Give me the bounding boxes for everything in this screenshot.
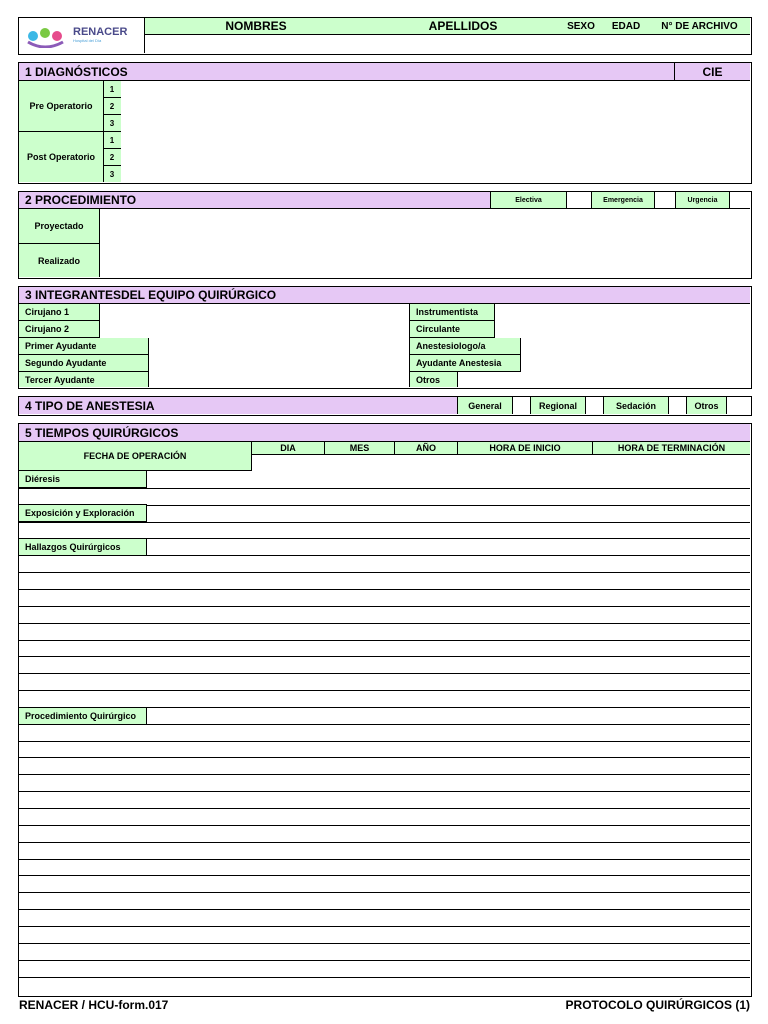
post-operatorio-label: Post Operatorio	[19, 132, 103, 182]
writing-line[interactable]	[19, 741, 750, 742]
anio-field[interactable]	[395, 455, 458, 471]
cie-pre-2-field[interactable]	[674, 98, 750, 115]
otros-anestesia-checkbox[interactable]	[726, 397, 750, 414]
procedimiento-title: 2 PROCEDIMIENTO	[19, 192, 491, 209]
sedacion-checkbox[interactable]	[668, 397, 686, 414]
writing-line[interactable]	[19, 791, 750, 792]
writing-line[interactable]	[19, 892, 750, 893]
general-checkbox[interactable]	[512, 397, 530, 414]
pre-diag-3-field[interactable]	[121, 115, 675, 132]
realizado-label: Realizado	[19, 244, 100, 277]
cie-post-3-field[interactable]	[674, 166, 750, 182]
dieresis-label: Diéresis	[19, 471, 147, 488]
writing-line[interactable]	[19, 842, 750, 843]
edad-field[interactable]	[603, 35, 650, 53]
anestesiologo-field[interactable]	[521, 338, 750, 355]
proyectado-line-2[interactable]	[100, 227, 750, 244]
apellidos-field[interactable]	[366, 35, 559, 53]
primer-ayudante-field[interactable]	[149, 338, 409, 355]
writing-line[interactable]	[19, 960, 750, 961]
writing-line[interactable]	[19, 656, 750, 657]
writing-line[interactable]	[19, 943, 750, 944]
pre-operatorio-label: Pre Operatorio	[19, 81, 103, 132]
writing-line[interactable]	[19, 606, 750, 607]
nombres-field[interactable]	[145, 35, 367, 53]
tiempos-section	[18, 423, 752, 997]
segundo-ayudante-label: Segundo Ayudante	[19, 355, 149, 372]
regional-checkbox[interactable]	[585, 397, 603, 414]
writing-line[interactable]	[19, 875, 750, 876]
realizado-line-1[interactable]	[100, 244, 750, 261]
cie-post-1-field[interactable]	[674, 132, 750, 149]
writing-line[interactable]	[19, 690, 750, 691]
writing-line[interactable]	[19, 572, 750, 573]
instrumentista-label: Instrumentista	[409, 304, 495, 321]
writing-line[interactable]	[19, 977, 750, 978]
tercer-ayudante-label: Tercer Ayudante	[19, 372, 149, 387]
cie-post-2-field[interactable]	[674, 149, 750, 166]
circulante-label: Circulante	[409, 321, 495, 338]
otros-equipo-field[interactable]	[458, 372, 750, 387]
urgencia-checkbox[interactable]	[729, 192, 750, 209]
segundo-ayudante-field[interactable]	[149, 355, 409, 372]
post-diag-2-field[interactable]	[121, 149, 675, 166]
logo-text: RENACER	[73, 26, 128, 38]
sexo-label: SEXO	[559, 18, 603, 35]
emergencia-label: Emergencia	[591, 192, 654, 209]
writing-line[interactable]	[19, 757, 750, 758]
writing-line[interactable]	[19, 673, 750, 674]
pre-num-2: 2	[103, 98, 121, 115]
writing-line[interactable]	[19, 808, 750, 809]
proyectado-line-1[interactable]	[100, 209, 750, 227]
logo-subtext: Hospital del Día	[73, 38, 102, 43]
proyectado-label: Proyectado	[19, 209, 100, 244]
post-num-1: 1	[103, 132, 121, 149]
sexo-field[interactable]	[558, 35, 603, 53]
electiva-label: Electiva	[490, 192, 566, 209]
diagnosticos-section	[18, 62, 752, 184]
dia-field[interactable]	[252, 455, 325, 471]
writing-line[interactable]	[19, 589, 750, 590]
tiempos-title: 5 TIEMPOS QUIRÚRGICOS	[19, 424, 750, 442]
general-label: General	[457, 397, 512, 414]
writing-line[interactable]	[19, 623, 750, 624]
writing-line[interactable]	[19, 859, 750, 860]
writing-line[interactable]	[19, 640, 750, 641]
fecha-operacion-label: FECHA DE OPERACIÓN	[19, 442, 252, 471]
pre-diag-1-field[interactable]	[121, 81, 675, 98]
cirujano2-label: Cirujano 2	[19, 321, 100, 338]
cie-pre-1-field[interactable]	[674, 81, 750, 98]
hora-inicio-label: HORA DE INICIO	[458, 442, 593, 455]
urgencia-label: Urgencia	[675, 192, 729, 209]
primer-ayudante-label: Primer Ayudante	[19, 338, 149, 355]
footer-form-title: PROTOCOLO QUIRÚRGICOS (1)	[565, 998, 750, 1012]
post-num-3: 3	[109, 169, 115, 179]
regional-label: Regional	[530, 397, 585, 414]
ayudante-anestesia-field[interactable]	[521, 355, 750, 372]
realizado-line-2[interactable]	[100, 261, 750, 277]
writing-line[interactable]	[19, 825, 750, 826]
writing-line[interactable]	[19, 909, 750, 910]
equipo-title: 3 INTEGRANTESDEL EQUIPO QUIRÚRGICO	[19, 287, 750, 304]
procedimiento-section	[18, 191, 752, 279]
procedimiento-quirurgico-label: Procedimiento Quirúrgico	[19, 707, 147, 725]
hora-terminacion-field[interactable]	[593, 455, 750, 471]
footer-form-code: RENACER / HCU-form.017	[19, 998, 169, 1012]
post-diag-3-field[interactable]	[121, 166, 675, 182]
writing-line[interactable]	[19, 926, 750, 927]
instrumentista-field[interactable]	[495, 304, 750, 321]
mes-field[interactable]	[325, 455, 395, 471]
otros-equipo-label: Otros	[409, 372, 458, 387]
otros-anestesia-label: Otros	[686, 397, 726, 414]
equipo-section	[18, 286, 752, 389]
hallazgos-label: Hallazgos Quirúrgicos	[19, 538, 147, 556]
post-diag-1-field[interactable]	[121, 132, 675, 149]
hora-terminacion-label: HORA DE TERMINACIÓN	[593, 442, 750, 455]
tercer-ayudante-field[interactable]	[149, 372, 409, 387]
diagnosticos-title: 1 DIAGNÓSTICOS	[19, 63, 675, 81]
edad-label: EDAD	[603, 18, 649, 35]
cirujano1-label: Cirujano 1	[19, 304, 100, 321]
pre-diag-2-field[interactable]	[121, 98, 675, 115]
archivo-field[interactable]	[649, 35, 750, 53]
cie-pre-3-field[interactable]	[674, 115, 750, 132]
nombres-label: NOMBRES	[145, 18, 367, 35]
emergencia-checkbox[interactable]	[654, 192, 675, 209]
anestesia-title: 4 TIPO DE ANESTESIA	[19, 397, 458, 414]
anestesiologo-label: Anestesiologo/a	[409, 338, 521, 355]
circulante-field[interactable]	[495, 321, 750, 338]
dia-label: DIA	[252, 442, 325, 455]
pre-num-3: 3	[103, 115, 121, 132]
cirujano2-field[interactable]	[100, 321, 409, 338]
pre-num-1: 1	[103, 81, 121, 98]
ayudante-anestesia-label: Ayudante Anestesia	[409, 355, 521, 372]
apellidos-label: APELLIDOS	[367, 18, 559, 35]
archivo-label: N° DE ARCHIVO	[649, 18, 750, 35]
exposicion-label: Exposición y Exploración	[19, 504, 147, 522]
hora-inicio-field[interactable]	[458, 455, 593, 471]
post-num-2: 2	[103, 149, 121, 166]
electiva-checkbox[interactable]	[566, 192, 591, 209]
patient-header	[18, 17, 752, 55]
anestesia-section	[18, 396, 752, 416]
writing-line[interactable]	[19, 774, 750, 775]
cie-label: CIE	[674, 63, 750, 81]
cirujano1-field[interactable]	[100, 304, 409, 321]
sedacion-label: Sedación	[603, 397, 668, 414]
renacer-logo-icon	[25, 24, 71, 48]
anio-label: AÑO	[395, 442, 458, 455]
logo	[19, 18, 145, 53]
mes-label: MES	[325, 442, 395, 455]
